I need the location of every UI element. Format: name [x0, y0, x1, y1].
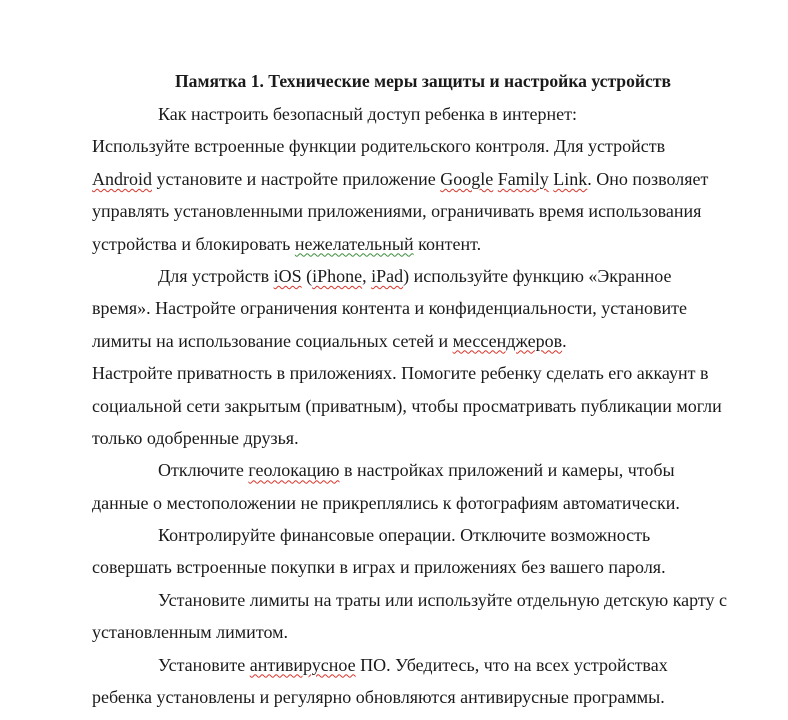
text-line [92, 195, 754, 227]
text-run: ПО. Убедитесь, что на всех устройствах [355, 654, 668, 675]
text-run: данные о местоположении не прикреплялись к фотографиям автоматически. [92, 492, 680, 513]
spellcheck-word: антивирусное [249, 654, 356, 675]
text-line [92, 292, 754, 324]
text-run: установленным лимитом. [92, 622, 288, 643]
text-run: устройства и блокировать [92, 233, 295, 254]
text-run: контент. [413, 233, 482, 254]
spellcheck-word: Google [440, 168, 494, 189]
spellcheck-word: Link [553, 168, 588, 189]
text-run: ( [301, 265, 313, 286]
grammar-word: нежелательный [294, 233, 414, 254]
text-run: управлять установленными приложениями, ограничивать время использования [92, 201, 702, 222]
text-run: Установите лимиты на траты или используйте отдельную детскую карту с [158, 589, 728, 610]
text-run: , [362, 265, 372, 286]
spellcheck-word: мессенджеров [452, 330, 563, 351]
text-run: . [562, 330, 567, 351]
text-run: совершать встроенные покупки в играх и приложениях без вашего пароля. [92, 557, 666, 578]
text-run: Используйте встроенные функции родительского контроля. Для устройств [92, 136, 666, 157]
text-line [92, 616, 754, 648]
text-line [92, 519, 754, 551]
document-body [92, 72, 754, 713]
text-run: лимиты на использование социальных сетей и [92, 330, 453, 351]
text-run: установите и настройте приложение [152, 168, 441, 189]
spellcheck-word: геолокацию [248, 460, 340, 481]
text-run: только одобренные друзья. [92, 427, 299, 448]
text-run: Отключите [158, 460, 249, 481]
text-line [92, 487, 754, 519]
document-title: Памятка 1. Технические меры защиты и настройка устройств [175, 71, 671, 91]
text-line [92, 551, 754, 583]
text-line [92, 260, 754, 292]
text-run: время». Настройте ограничения контента и конфиденциальности, установите [92, 298, 687, 319]
spellcheck-word: iOS [273, 265, 302, 286]
spellcheck-word: iPhone [312, 265, 363, 286]
text-line [92, 390, 754, 422]
text-line [92, 228, 754, 260]
text-run: Контролируйте финансовые операции. Отключите возможность [158, 525, 651, 546]
text-run: Установите [158, 654, 250, 675]
text-line [92, 357, 754, 389]
text-run: . Оно позволяет [587, 168, 709, 189]
document-text [92, 98, 754, 713]
text-line [92, 163, 754, 195]
spellcheck-word: Android [92, 168, 152, 189]
text-run: в настройках приложений и камеры, чтобы [339, 460, 675, 481]
text-line [92, 98, 754, 130]
text-line [92, 681, 754, 713]
text-line [92, 130, 754, 162]
text-line [92, 649, 754, 681]
text-run: Как настроить безопасный доступ ребенка в интернет: [158, 104, 577, 124]
spellcheck-word: Family [497, 168, 549, 189]
spellcheck-word: iPad [371, 265, 404, 286]
text-run: Настройте приватность в приложениях. Помогите ребенку сделать его аккаунт в [92, 363, 709, 384]
text-line [92, 454, 754, 486]
text-run: Для устройств [158, 265, 274, 286]
text-run: социальной сети закрытым (приватным), чтобы просматривать публикации могли [92, 395, 722, 416]
text-line [92, 584, 754, 616]
text-line [92, 325, 754, 357]
text-run: ) используйте функцию «Экранное [403, 265, 672, 286]
text-run: ребенка установлены и регулярно обновляются антивирусные программы. [92, 687, 665, 708]
text-line [92, 422, 754, 454]
